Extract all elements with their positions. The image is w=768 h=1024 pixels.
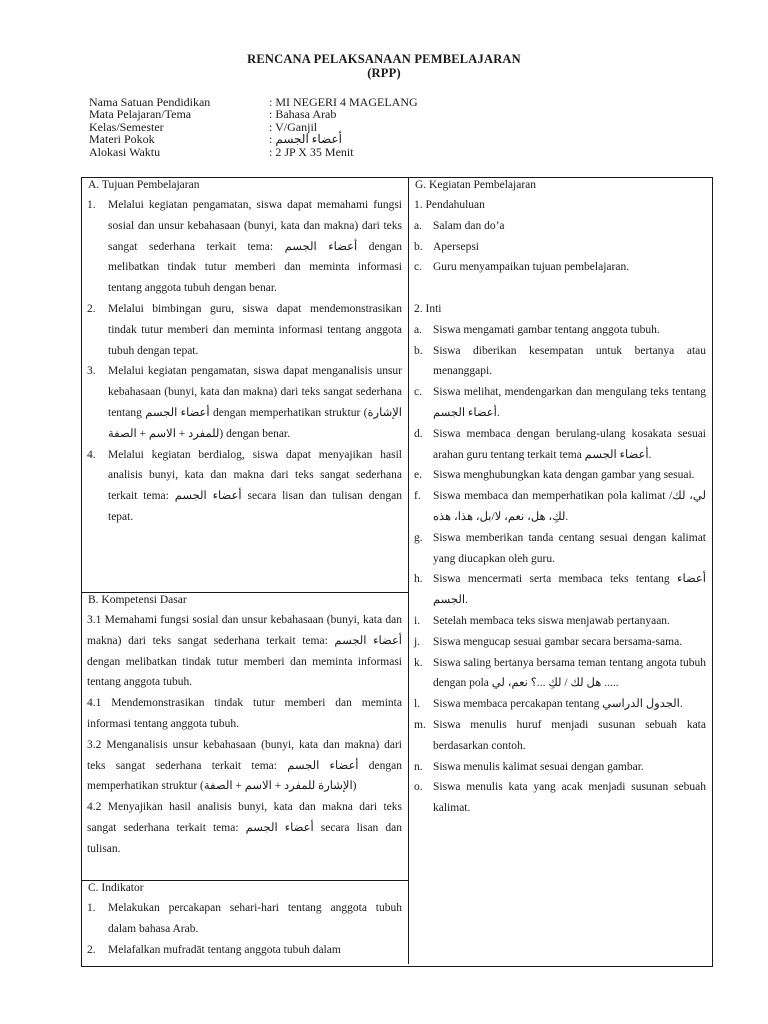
- list-item: c. Siswa melihat, mendengarkan dan mengulang teks tentang أعضاء الجسم.: [414, 386, 706, 419]
- document-title: RENCANA PELAKSANAAN PEMBELAJARAN: [247, 52, 521, 66]
- list-item: a. Salam dan do’a: [414, 219, 505, 232]
- list-item: f. Siswa membaca dan memperhatikan pola kalimat لي، لك/لكِ، هل، نعم، لا/بل، هذا، هذه.: [414, 490, 706, 523]
- list-item: a. Siswa mengamati gambar tentang anggota tubuh.: [414, 323, 660, 336]
- subsection-heading: 2. Inti: [414, 302, 442, 315]
- list-item: b. Apersepsi: [414, 240, 479, 253]
- indikator-section: [82, 881, 408, 960]
- list-item: 2. Melalui bimbingan guru, siswa dapat mendemonstrasikan tindak tutur memberi dan meminta informasi tentang anggota tubuh dengan tepat.: [87, 302, 402, 357]
- subsection-heading: 1. Pendahuluan: [414, 199, 485, 211]
- document-subtitle: (RPP): [367, 66, 401, 80]
- meta-row: Kelas/Semester : V/Ganjil: [89, 119, 318, 134]
- list-item: g. Siswa memberikan tanda centang sesuai dengan kalimat yang diucapkan oleh guru.: [414, 531, 706, 565]
- section-heading: G. Kegiatan Pembelajaran: [415, 179, 537, 191]
- list-item: e. Siswa menghubungkan kata dengan gambar yang sesuai.: [414, 469, 695, 482]
- list-item: 3.2 Menganalisis unsur kebahasaan (bunyi, kata dan makna) dari teks sangat sederhana terkait tema: أعضاء الجسم dengan memperhatikan struktur (الإشارة للمفرد + الاسم + الصفة): [87, 738, 402, 793]
- list-item: n. Siswa menulis kalimat sesuai dengan gambar.: [414, 760, 644, 773]
- meta-row: Mata Pelajaran/Tema : Bahasa Arab: [89, 107, 337, 122]
- list-item: 4.1 Mendemonstrasikan tindak tutur memberi dan meminta informasi tentang anggota tubuh.: [87, 697, 402, 730]
- list-item: k. Siswa saling bertanya bersama teman tentang angota tubuh dengan pola هل لك / لكِ ...؟ نعم، لي .....: [414, 656, 706, 690]
- list-item: 4. Melalui kegiatan berdialog, siswa dapat menyajikan hasil analisis bunyi, kata dan makna dari teks sangat sederhana terkait tema: أعضاء الجسم secara lisan dan tulisan dengan tepat.: [87, 448, 402, 523]
- section-heading: C. Indikator: [88, 882, 144, 894]
- meta-row: Nama Satuan Pendidikan : MI NEGERI 4 MAGELANG: [89, 95, 418, 109]
- list-item: 4.2 Menyajikan hasil analisis bunyi, kata dan makna dari teks sangat sederhana terkait tema: أعضاء الجسم secara lisan dan tulisan.: [87, 801, 402, 855]
- kegiatan-section: [409, 178, 712, 819]
- list-item: i. Setelah membaca teks siswa menjawab pertanyaan.: [414, 614, 670, 627]
- list-item: 3. Melalui kegiatan pengamatan, siswa dapat menganalisis unsur kebahasaan (bunyi, kata dan makna) dari teks sangat sederhana tentang أعضاء الجسم dengan memperhatikan struktur (الإشارة للمفرد + الاسم + الصفة) dengan benar.: [87, 365, 403, 440]
- list-item: 3.1 Memahami fungsi sosial dan unsur kebahasaan (bunyi, kata dan makna) dari teks sangat sederhana terkait tema: أعضاء الجسم dengan melibatkan tindak tutur memberi dan meminta informasi tentang anggota tubuh.: [87, 614, 403, 689]
- tujuan-section: [82, 178, 408, 528]
- list-item: o. Siswa menulis kata yang acak menjadi susunan sebuah kalimat.: [414, 781, 706, 815]
- list-item: 1. Melalui kegiatan pengamatan, siswa dapat memahami fungsi sosial dan unsur kebahasaan (bunyi, kata dan makna) dari teks sangat sederhana terkait tema: أعضاء الجسم dengan melibatkan tindak tutur memberi dan meminta informasi tentang anggota tubuh dengan benar.: [87, 199, 402, 295]
- list-item: l. Siswa membaca percakapan tentang الجدول الدراسي.: [414, 698, 683, 711]
- list-item: m. Siswa menulis huruf menjadi susunan sebuah kata berdasarkan contoh.: [414, 718, 706, 752]
- section-heading: A. Tujuan Pembelajaran: [88, 179, 200, 191]
- list-item: d. Siswa membaca dengan berulang-ulang kosakata sesuai arahan guru tentang terkait tema أعضاء الجسم.: [414, 427, 706, 461]
- list-item: 1. Melakukan percakapan sehari-hari tentang anggota tubuh dalam bahasa Arab.: [87, 902, 402, 935]
- list-item: h. Siswa mencermati serta membaca teks tentang أعضاء الجسم.: [414, 573, 706, 607]
- list-item: 2. Melafalkan mufradāt tentang anggota tubuh dalam: [87, 943, 341, 956]
- kompetensi-section: [82, 593, 408, 860]
- meta-row: Materi Pokok : أعضاء الجسم: [89, 132, 342, 147]
- list-item: j. Siswa mengucap sesuai gambar secara bersama-sama.: [414, 635, 683, 648]
- meta-row: Alokasi Waktu : 2 JP X 35 Menit: [89, 144, 354, 159]
- identity-block: [89, 96, 418, 158]
- list-item: c. Guru menyampaikan tujuan pembelajaran.: [414, 261, 630, 274]
- list-item: b. Siswa diberikan kesempatan untuk bertanya atau menanggapi.: [414, 344, 706, 378]
- section-heading: B. Kompetensi Dasar: [88, 594, 187, 606]
